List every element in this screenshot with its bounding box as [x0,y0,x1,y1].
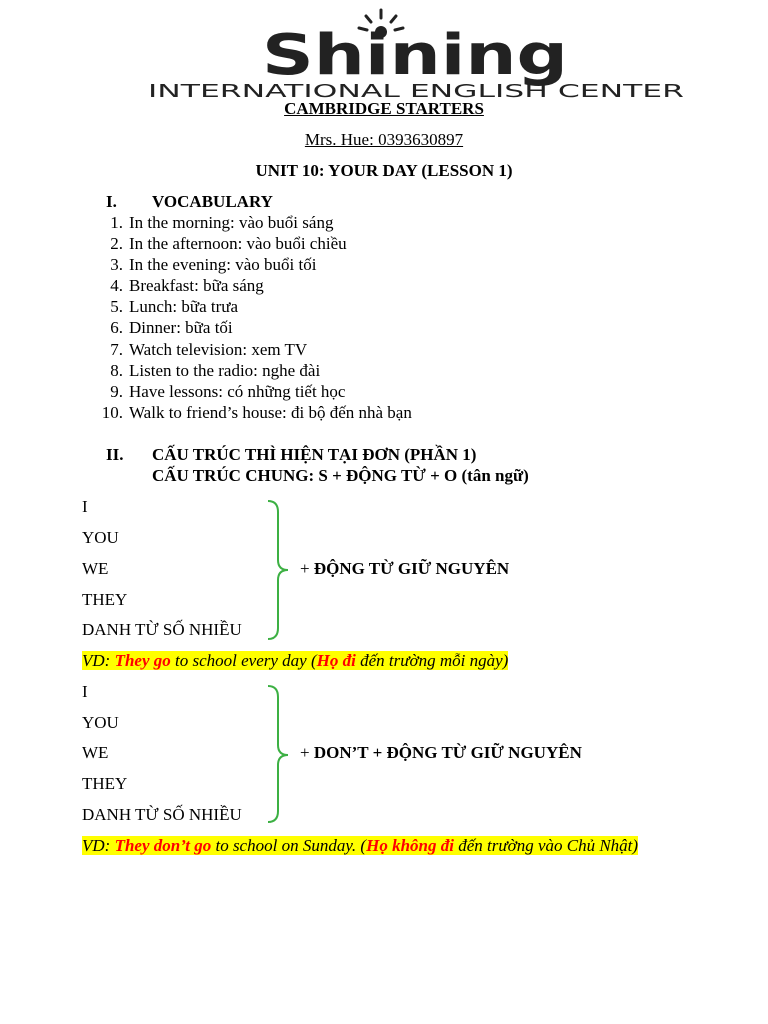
positive-plus: + [300,559,314,578]
vocabulary-item-number: 10. [101,402,123,422]
negative-rule-text: DON’T + ĐỘNG TỪ GIỮ NGUYÊN [313,743,582,762]
vocabulary-item-text: Breakfast: bữa sáng [129,276,264,296]
general-structure-formula: CẤU TRÚC CHUNG: S + ĐỘNG TỪ + O [152,466,458,485]
negative-example [82,836,638,856]
vocabulary-item-number: 3. [110,255,123,275]
teacher-contact: Mrs. Hue: 0393630897 [304,130,464,149]
positive-example-verb: They go [114,651,171,670]
vocabulary-item-number: 8. [110,360,123,380]
vocabulary-item [96,339,308,360]
logo-subtitle: INTERNATIONAL ENGLISH CENTER [148,81,684,102]
general-structure [152,466,529,486]
right-brace-icon [262,683,292,827]
vocabulary-item-number: 6. [110,318,123,338]
subject-we: WE [82,559,109,578]
vocabulary-item-text: Watch television: xem TV [129,339,308,359]
vocabulary-item [96,254,317,275]
grammar-section-number: II. [106,445,124,464]
vocabulary-item-text: Lunch: bữa trưa [129,297,239,317]
positive-example-prefix: VD: [82,651,115,670]
vocabulary-item [96,360,321,381]
positive-example-translation-verb: Họ đi [316,651,356,670]
positive-rule-text: ĐỘNG TỪ GIỮ NGUYÊN [313,559,510,578]
subject-you: YOU [82,528,119,547]
vocabulary-item-number: 7. [110,339,123,359]
course-title: CAMBRIDGE STARTERS [284,99,484,118]
positive-example-suffix: đến trường mỗi ngày) [355,651,509,670]
negative-plus: + [300,743,314,762]
subject-i: I [82,682,88,701]
vocabulary-item-text: In the morning: vào buổi sáng [129,213,334,232]
vocabulary-section-title: VOCABULARY [152,192,273,211]
vocabulary-item-text: Walk to friend’s house: đi bộ đến nhà bạn [129,402,412,422]
vocabulary-item [96,233,347,254]
positive-example [82,651,508,671]
vocabulary-item [96,402,412,423]
vocabulary-item [96,212,334,233]
logo-word: Shining [262,23,568,88]
subject-you: YOU [82,713,119,732]
negative-rule [300,743,582,763]
positive-rule [300,559,509,579]
negative-example-prefix: VD: [82,836,115,855]
vocabulary-item-number: 1. [110,213,123,232]
vocabulary-item-number: 9. [110,381,123,401]
vocabulary-item-number: 2. [110,234,123,254]
right-brace-icon [262,498,292,642]
vocabulary-item-text: Have lessons: có những tiết học [129,381,346,401]
negative-example-translation-verb: Họ không đi [366,836,454,855]
vocabulary-item [96,381,346,402]
negative-example-middle: to school on Sunday. ( [211,836,367,855]
subject-i: I [82,497,88,516]
vocabulary-item-text: In the afternoon: vào buổi chiều [129,234,347,254]
vocabulary-item-number: 4. [110,276,123,296]
general-structure-note: (tân ngữ) [461,466,529,485]
subject-we: WE [82,743,109,762]
subject-they: THEY [82,590,128,609]
subject-plural-noun: DANH TỪ SỐ NHIỀU [82,805,242,824]
subject-they: THEY [82,774,128,793]
positive-example-middle: to school every day ( [170,651,317,670]
negative-example-verb: They don’t go [114,836,212,855]
vocabulary-item [96,275,264,296]
shining-logo [140,6,688,102]
vocabulary-list [96,212,412,423]
vocabulary-item-text: Listen to the radio: nghe đài [129,360,321,380]
subject-plural-noun: DANH TỪ SỐ NHIỀU [82,620,242,639]
vocabulary-item-number: 5. [110,297,123,317]
grammar-section-title: CẤU TRÚC THÌ HIỆN TẠI ĐƠN (PHẦN 1) [152,445,477,464]
vocabulary-item-text: Dinner: bữa tối [129,318,233,338]
vocabulary-section-number: I. [106,192,117,211]
unit-title: UNIT 10: YOUR DAY (LESSON 1) [255,161,513,180]
vocabulary-item [96,296,239,317]
vocabulary-item-text: In the evening: vào buổi tối [129,255,317,275]
vocabulary-item [96,317,233,338]
negative-example-suffix: đến trường vào Chủ Nhật) [453,836,639,855]
logo-graphic [140,6,688,102]
